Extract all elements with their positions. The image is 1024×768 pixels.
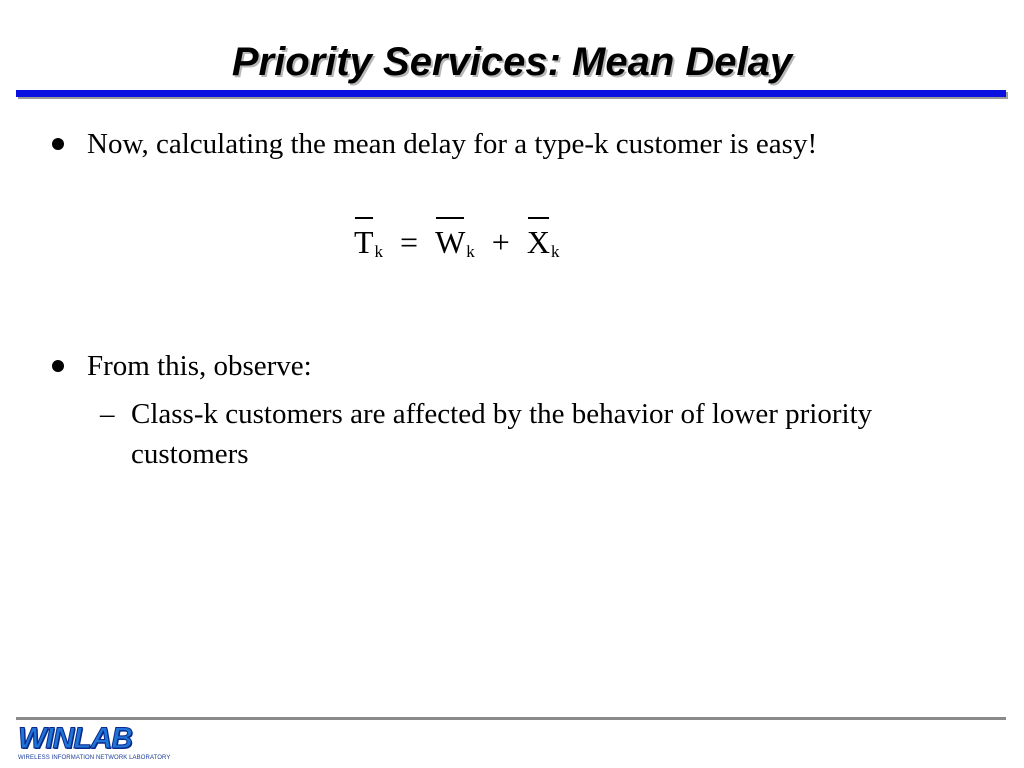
formula-subscript: k bbox=[466, 242, 475, 261]
bullet-text: From this, observe: bbox=[87, 350, 312, 382]
dash-icon: – bbox=[100, 398, 115, 430]
overline bbox=[436, 217, 464, 219]
formula-term bbox=[435, 222, 465, 262]
mean-delay-formula bbox=[354, 222, 559, 266]
formula-subscript: k bbox=[550, 242, 560, 261]
bullet-dot-icon bbox=[52, 360, 64, 372]
formula-term bbox=[527, 222, 550, 262]
formula-subscript: k bbox=[374, 242, 384, 261]
formula-symbol: X bbox=[526, 224, 550, 260]
bullet-text: Now, calculating the mean delay for a type-k customer is easy! bbox=[87, 128, 818, 160]
overline bbox=[528, 217, 549, 219]
logo-wordmark: WINLAB bbox=[18, 722, 132, 755]
footer-rule bbox=[16, 717, 1006, 720]
formula-symbol: W bbox=[435, 224, 466, 260]
sub-bullet-text: Class-k customers are affected by the behavior of lower priority customers bbox=[131, 398, 873, 470]
overline bbox=[355, 217, 373, 219]
bullet-dot-icon bbox=[52, 138, 64, 150]
formula-term bbox=[354, 222, 374, 262]
formula-equals: = bbox=[400, 224, 419, 260]
title-underline bbox=[16, 90, 1006, 97]
winlab-logo bbox=[18, 722, 171, 762]
slide-title: Priority Services: Mean Delay bbox=[231, 40, 793, 84]
formula-symbol: T bbox=[354, 224, 374, 260]
formula-plus: + bbox=[491, 224, 510, 260]
logo-tagline: WIRELESS INFORMATION NETWORK LABORATORY bbox=[18, 755, 171, 761]
